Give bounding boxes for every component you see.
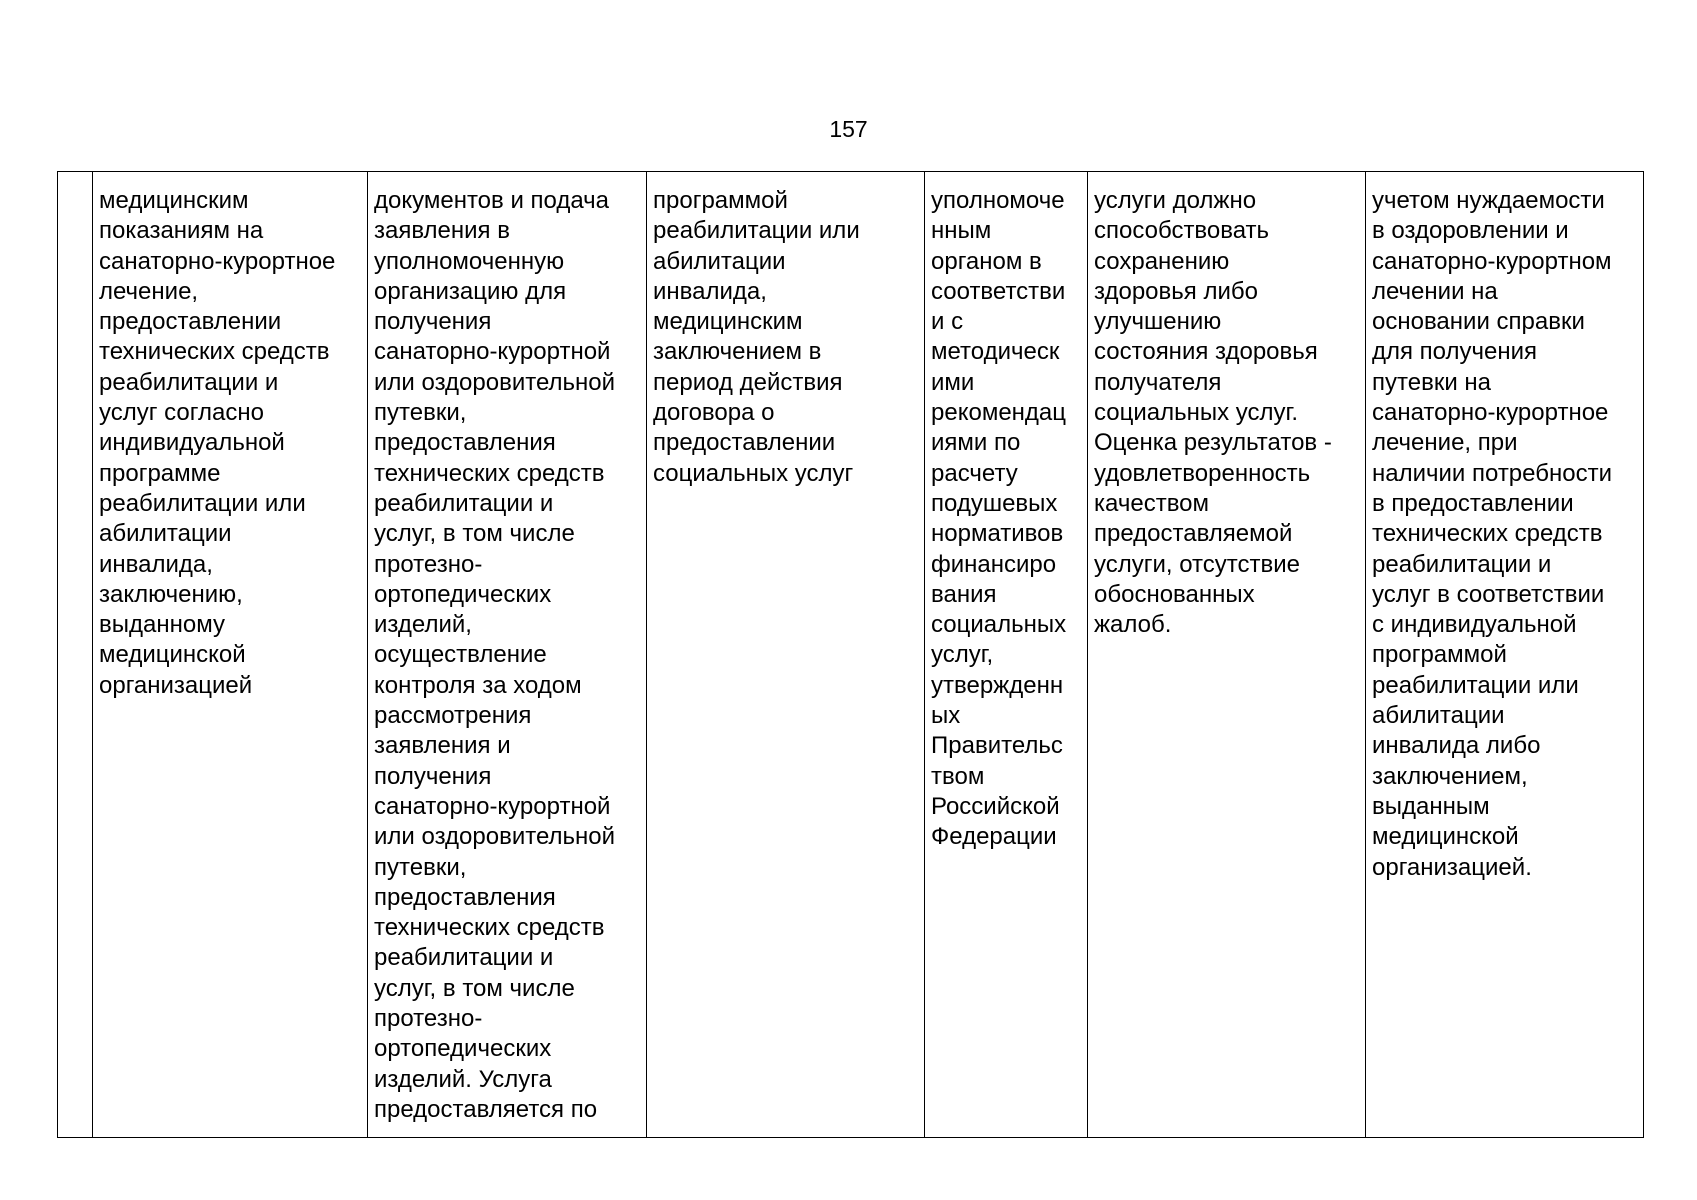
- cell-text-line: ими: [931, 368, 975, 396]
- cell-text-line: вания: [931, 580, 997, 608]
- cell-text-line: выданному: [99, 611, 225, 639]
- cell-text-line: Оценка результатов -: [1094, 429, 1332, 457]
- cell-text-line: лечении на: [1372, 277, 1498, 305]
- cell-text-line: организацией: [99, 671, 253, 699]
- cell-text-line: санаторно-курортное: [99, 247, 336, 275]
- cell-text-line: получения: [374, 762, 492, 790]
- cell-text-line: финансиро: [931, 550, 1057, 578]
- cell-text-line: предоставления: [374, 883, 556, 911]
- cell-text-line: Федерации: [931, 823, 1057, 851]
- cell-text-line: состояния здоровья: [1094, 338, 1318, 366]
- cell-text-line: протезно-: [374, 550, 483, 578]
- cell-text-line: изделий. Услуга: [374, 1065, 552, 1093]
- cell-text-line: медицинской: [99, 641, 246, 669]
- cell-text-line: органом в: [931, 247, 1042, 275]
- cell-text-line: услуги должно: [1094, 187, 1257, 214]
- cell-text-line: организацию для: [374, 277, 567, 305]
- cell-text-line: расчету: [931, 459, 1018, 487]
- cell-text-line: медицинской: [1372, 823, 1519, 851]
- cell-text-line: технических средств: [374, 914, 605, 942]
- cell-text-line: иями по: [931, 429, 1021, 457]
- cell-text-line: путевки на: [1372, 368, 1491, 396]
- cell-text-line: в оздоровлении и: [1372, 217, 1569, 245]
- cell-text-line: абилитации: [99, 520, 232, 548]
- cell-text-line: индивидуальной: [99, 429, 285, 457]
- cell-text-line: рекомендац: [931, 399, 1067, 427]
- cell-text-line: санаторно-курортном: [1372, 247, 1612, 275]
- cell-text-line: предоставлении: [99, 308, 282, 336]
- cell-text-line: предоставления: [374, 429, 556, 457]
- cell-text-line: сохранению: [1094, 247, 1230, 275]
- table-cell-timeframe: [647, 172, 925, 1138]
- table-cell-quality-indicators: [1088, 172, 1366, 1138]
- cell-text-line: удовлетворенность: [1094, 459, 1311, 487]
- cell-text-line: уполномоченную: [374, 247, 565, 275]
- cell-text-line: период действия: [653, 368, 843, 396]
- cell-text-line: улучшению: [1094, 308, 1222, 336]
- cell-text-line: основании справки: [1372, 308, 1585, 336]
- cell-text-line: методическ: [931, 338, 1060, 366]
- cell-text-line: для получения: [1372, 338, 1537, 366]
- cell-text-line: Российской: [931, 792, 1060, 820]
- cell-text-line: предоставляемой: [1094, 520, 1293, 548]
- cell-text-line: контроля за ходом: [374, 671, 582, 699]
- cell-text-line: выданным: [1372, 792, 1490, 820]
- cell-text-line: качеством: [1094, 489, 1210, 517]
- cell-text-line: заключением в: [653, 338, 822, 366]
- cell-text-line: в предоставлении: [1372, 489, 1574, 517]
- cell-text-line: жалоб.: [1094, 611, 1172, 639]
- cell-text-line: путевки,: [374, 399, 467, 427]
- cell-text-line: технических средств: [1372, 520, 1603, 548]
- cell-text-line: документов и подача: [374, 187, 610, 214]
- cell-text-line: твом: [931, 762, 985, 790]
- cell-text-line: и с: [931, 308, 964, 336]
- cell-text-line: социальных: [931, 611, 1067, 639]
- cell-text-line: реабилитации или: [653, 217, 860, 245]
- cell-text-line: соответстви: [931, 277, 1066, 305]
- cell-text-line: программой: [1372, 641, 1507, 669]
- cell-text-line: организацией.: [1372, 853, 1532, 881]
- cell-text-line: ортопедических: [374, 1035, 552, 1063]
- cell-text-line: получения: [374, 308, 492, 336]
- cell-text-line: лечение,: [99, 277, 199, 305]
- cell-text-line: или оздоровительной: [374, 368, 616, 396]
- cell-text-line: заключением,: [1372, 762, 1528, 790]
- cell-text-line: или оздоровительной: [374, 823, 616, 851]
- cell-text-line: учетом нуждаемости: [1372, 187, 1605, 214]
- cell-text-line: реабилитации и: [374, 489, 554, 517]
- cell-text-line: услуг в соответствии: [1372, 580, 1605, 608]
- cell-text-line: Правительс: [931, 732, 1063, 760]
- cell-text-line: протезно-: [374, 1005, 483, 1033]
- table-row: [58, 172, 1644, 1138]
- cell-text-line: получателя: [1094, 368, 1222, 396]
- cell-text-line: способствовать: [1094, 217, 1270, 245]
- cell-text-line: абилитации: [1372, 702, 1505, 730]
- services-table: [57, 171, 1644, 1138]
- cell-text-line: наличии потребности: [1372, 459, 1612, 487]
- cell-text-line: здоровья либо: [1094, 277, 1258, 305]
- cell-text-line: услуг согласно: [99, 399, 264, 427]
- cell-text-line: медицинским: [99, 187, 249, 214]
- cell-text-line: услуги, отсутствие: [1094, 550, 1300, 578]
- page-number: 157: [829, 116, 868, 142]
- cell-text-line: утвержденн: [931, 671, 1064, 699]
- cell-text-line: изделий,: [374, 611, 472, 639]
- cell-text-line: реабилитации и: [99, 368, 279, 396]
- cell-text-line: медицинским: [653, 308, 803, 336]
- cell-text-line: подушевых: [931, 489, 1058, 517]
- cell-text-line: рассмотрения: [374, 702, 532, 730]
- cell-text-line: инвалида либо: [1372, 732, 1541, 760]
- cell-text-line: санаторно-курортное: [1372, 399, 1609, 427]
- cell-text-line: реабилитации или: [99, 489, 306, 517]
- cell-text-line: технических средств: [374, 459, 605, 487]
- cell-text-line: договора о: [653, 399, 775, 427]
- cell-text-line: реабилитации или: [1372, 671, 1579, 699]
- cell-text-line: инвалида,: [99, 550, 213, 578]
- cell-text-line: заявления в: [374, 217, 510, 245]
- table-cell-norms: [925, 172, 1088, 1138]
- cell-text-line: программе: [99, 459, 221, 487]
- cell-text-line: с индивидуальной: [1372, 611, 1577, 639]
- cell-text-line: уполномоче: [931, 187, 1065, 214]
- cell-text-line: реабилитации и: [1372, 550, 1552, 578]
- table-cell-index: [58, 172, 93, 1138]
- cell-text-line: реабилитации и: [374, 944, 554, 972]
- cell-text-line: показаниям на: [99, 217, 264, 245]
- table-cell-conditions: [1366, 172, 1644, 1138]
- cell-text-line: программой: [653, 187, 788, 214]
- cell-text-line: обоснованных: [1094, 580, 1255, 608]
- cell-text-line: услуг, в том числе: [374, 520, 575, 548]
- cell-text-line: услуг, в том числе: [374, 974, 575, 1002]
- cell-text-line: абилитации: [653, 247, 786, 275]
- cell-text-line: социальных услуг.: [1094, 399, 1299, 427]
- cell-text-line: нормативов: [931, 520, 1064, 548]
- cell-text-line: технических средств: [99, 338, 330, 366]
- cell-text-line: ых: [931, 702, 961, 730]
- cell-text-line: осуществление: [374, 641, 547, 669]
- cell-text-line: путевки,: [374, 853, 467, 881]
- cell-text-line: предоставлении: [653, 429, 836, 457]
- cell-text-line: услуг,: [931, 641, 994, 669]
- cell-text-line: ортопедических: [374, 580, 552, 608]
- cell-text-line: санаторно-курортной: [374, 792, 611, 820]
- cell-text-line: инвалида,: [653, 277, 767, 305]
- cell-text-line: заявления и: [374, 732, 511, 760]
- cell-text-line: предоставляется по: [374, 1095, 598, 1123]
- table-cell-criteria: [93, 172, 368, 1138]
- cell-text-line: нным: [931, 217, 992, 245]
- cell-text-line: санаторно-курортной: [374, 338, 611, 366]
- cell-text-line: заключению,: [99, 580, 243, 608]
- cell-text-line: лечение, при: [1372, 429, 1518, 457]
- table-cell-service-description: [368, 172, 647, 1138]
- cell-text-line: социальных услуг: [653, 459, 854, 487]
